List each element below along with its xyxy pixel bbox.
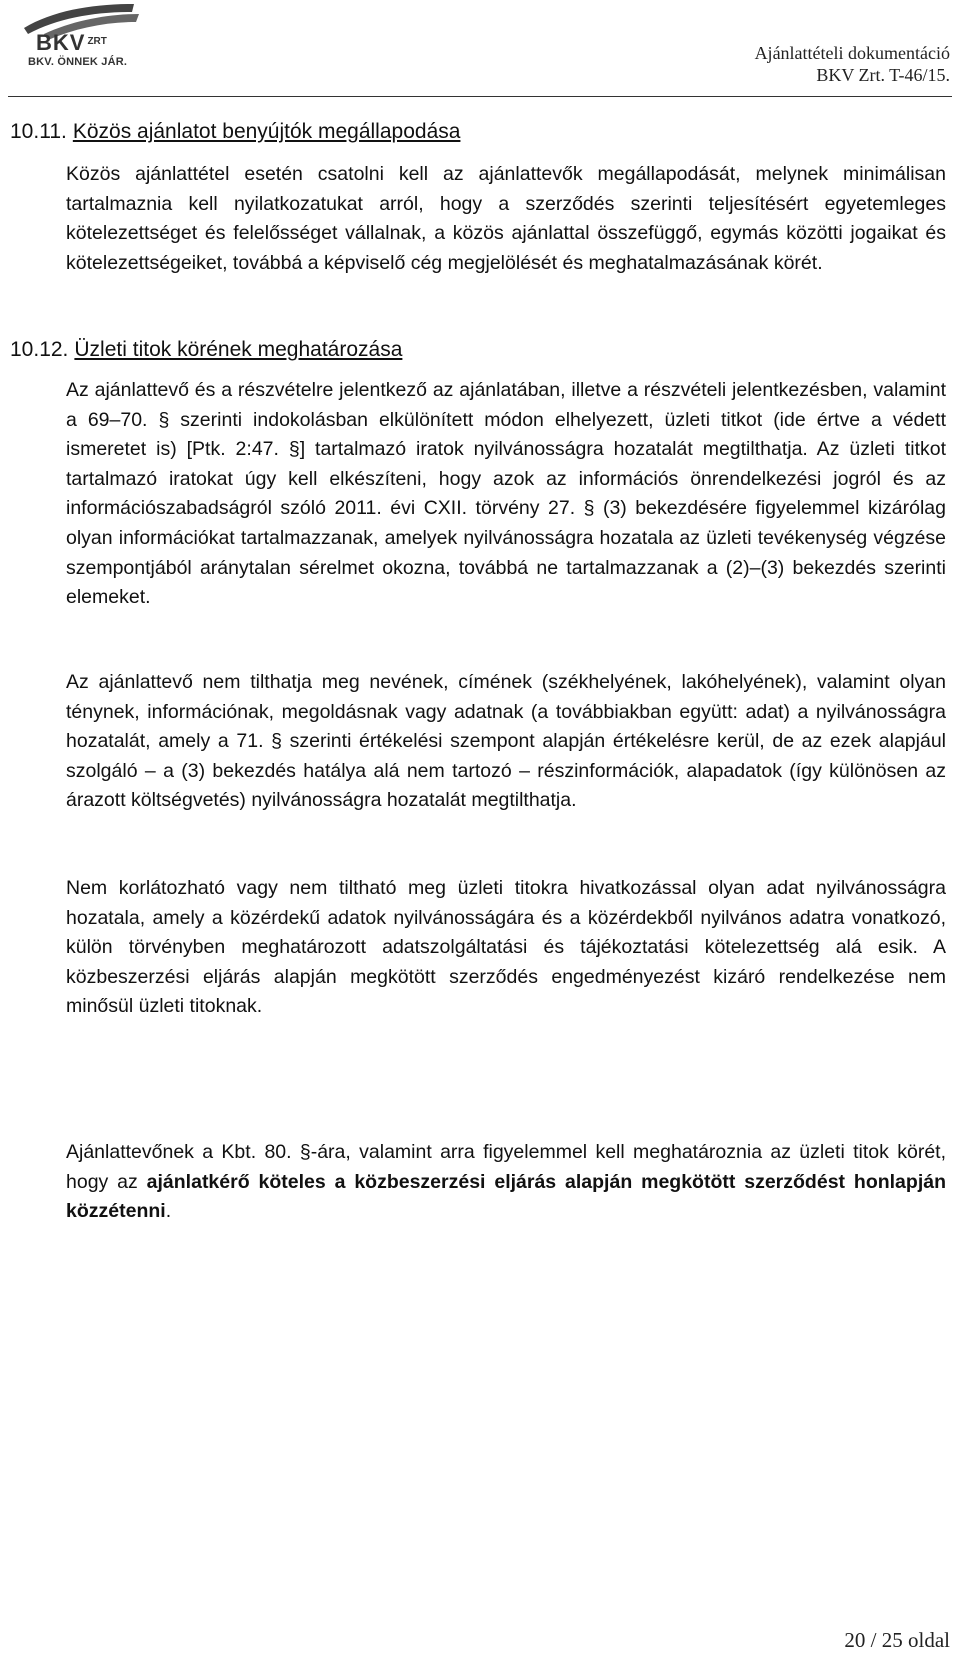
- document-code: BKV Zrt. T-46/15.: [816, 65, 950, 85]
- section-number: 10.12.: [10, 338, 69, 361]
- section-heading-10-11: [10, 120, 460, 144]
- paragraph: Az ajánlattevő és a részvételre jelentkező az ajánlatában, illetve a részvételi jelentkezésben, valamint a 69‒70. § szerinti indokolásban elkülönített módon elhelyezett, üzleti titkot (ide értve a védett ismeretet is) [Ptk. 2:47. §] tartalmazó iratok nyilvánosságra hozatalát megtilthatja. Az üzleti titkot tartalmazó iratokat úgy kell elkészíteni, hogy azok az információs önrendelkezési jogról és az információszabadságról szóló 2011. évi CXII. törvény 27. § (3) bekezdésére figyelemmel kizárólag olyan információkat tartalmazzanak, amelyek nyilvánosságra hozatala az üzleti tevékenység végzése szempontjából aránytalan sérelmet okozna, továbbá ne tartalmazzanak a (2)‒(3) bekezdés szerinti elemeket.: [66, 379, 946, 609]
- document-title: Ajánlattételi dokumentáció: [754, 43, 950, 63]
- section-heading-10-12: [10, 338, 402, 362]
- paragraph: Közös ajánlattétel esetén csatolni kell az ajánlattevők megállapodását, melynek minimálisan tartalmaznia kell nyilatkozatukat arról, hogy a szerződés szerinti teljesítésért egyetemleges kötelezettséget és felelősséget vállalnak, a közös ajánlattal összefüggő, egymás közötti jogaikat és kötelezettségeiket, továbbá a képviselő cég megjelölését és meghatalmazásának körét.: [66, 163, 946, 274]
- section-title: Üzleti titok körének meghatározása: [74, 338, 403, 361]
- header-divider: [8, 96, 952, 97]
- paragraph-text: Ajánlattevőnek a Kbt. 80. §-ára, valamint arra figyelemmel kell meghatároznia az üzleti titok körét, hogy az: [66, 1141, 946, 1193]
- section-title: Közös ajánlatot benyújtók megállapodása: [72, 120, 461, 143]
- paragraph: Nem korlátozható vagy nem tiltható meg üzleti titokra hivatkozással olyan adat nyilvánosságra hozatala, amely a közérdekű adatok nyilvánosságára és a közérdekből nyilvános adatra vonatkozó, külön törvényben meghatározott adatszolgáltatási és tájékoztatási kötelezettség alá esik. A közbeszerzési eljárás alapján megkötött szerződés engedményezést kizáró rendelkezése nem minősül üzleti titoknak.: [66, 877, 946, 1018]
- emphasized-text: ajánlatkérő köteles a közbeszerzési eljárás alapján megkötött szerződést honlapján közzétenni: [66, 1170, 946, 1223]
- paragraph-end: .: [165, 1200, 172, 1223]
- document-reference: [755, 42, 950, 86]
- logo-sup: ZRT: [87, 35, 107, 47]
- logo-name: BKV: [36, 30, 86, 55]
- section-number: 10.11.: [10, 120, 67, 143]
- page-number: 20 / 25 oldal: [844, 1628, 950, 1652]
- paragraph: Az ajánlattevő nem tilthatja meg nevének, címének (székhelyének, lakóhelyének), valamint olyan ténynek, információnak, megoldásnak vagy adatnak (a továbbiakban együtt: adat) a nyilvánosságra hozatalát, amely a 71. § szerinti értékelési szempont alapján értékelésre kerül, de az ezek alapjául szolgáló ‒ a (3) bekezdés hatálya alá nem tartozó ‒ részinformációk, alapadatok (így különösen az árazott költségvetés) nyilvánosságra hozatalát megtilthatja.: [66, 671, 946, 812]
- paragraph-with-emphasis: [66, 1138, 946, 1227]
- logo-slogan: BKV. ÖNNEK JÁR.: [28, 56, 128, 68]
- page-header: [0, 0, 960, 110]
- bkv-logo: [14, 0, 164, 76]
- logo-wordmark: [36, 30, 107, 56]
